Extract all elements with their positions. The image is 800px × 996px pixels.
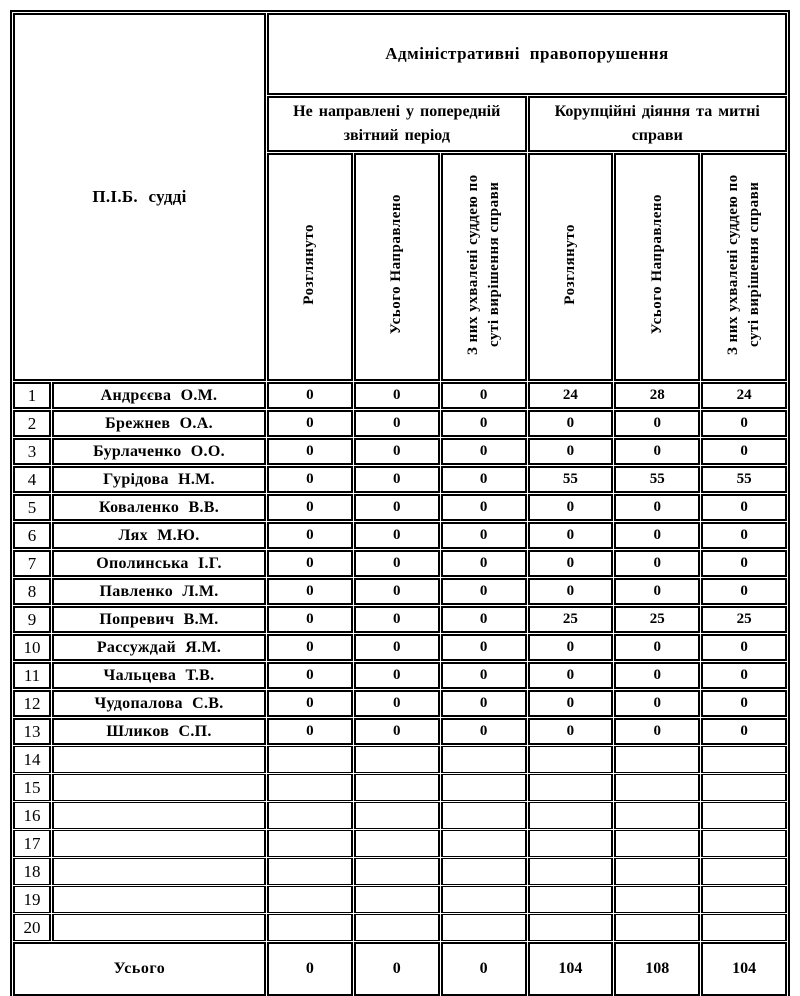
value-cell: 0: [354, 438, 440, 465]
value-cell: 0: [354, 718, 440, 745]
subgroup-header-not-sent: Не направлені у попередній звітний період: [267, 96, 526, 152]
value-cell: 0: [528, 578, 614, 605]
value-cell: 0: [614, 494, 700, 521]
value-cell: [267, 802, 353, 829]
judge-name-cell: Коваленко В.В.: [52, 494, 266, 521]
table-footer: [13, 942, 787, 996]
value-cell: [701, 886, 787, 913]
value-cell: [701, 774, 787, 801]
value-cell: 0: [267, 522, 353, 549]
table-header: [13, 13, 787, 381]
value-cell: [441, 886, 527, 913]
value-cell: 0: [701, 438, 787, 465]
value-cell: 28: [614, 382, 700, 409]
value-cell: [267, 746, 353, 773]
value-cell: 0: [528, 690, 614, 717]
value-cell: 0: [528, 550, 614, 577]
value-cell: 0: [354, 522, 440, 549]
value-cell: 0: [528, 522, 614, 549]
value-cell: [267, 886, 353, 913]
value-cell: 0: [354, 382, 440, 409]
row-number-cell: 2: [13, 410, 51, 437]
value-cell: 0: [354, 578, 440, 605]
judge-name-cell: Брежнев О.А.: [52, 410, 266, 437]
total-row: [13, 942, 787, 996]
value-cell: 24: [701, 382, 787, 409]
column-header-decided-merits-1: [441, 153, 527, 381]
row-number-cell: 4: [13, 466, 51, 493]
value-cell: 0: [614, 690, 700, 717]
value-cell: 0: [614, 522, 700, 549]
table-row: [13, 410, 787, 437]
value-cell: [614, 774, 700, 801]
value-cell: 0: [267, 438, 353, 465]
value-cell: 25: [701, 606, 787, 633]
value-cell: 0: [701, 634, 787, 661]
value-cell: [354, 914, 440, 941]
column-header-label: З них ухвалені суддею по суті вирішення справи: [725, 174, 763, 355]
table-row: [13, 914, 787, 941]
total-label: Усього: [13, 942, 266, 996]
value-cell: [614, 858, 700, 885]
value-cell: [701, 914, 787, 941]
value-cell: [701, 858, 787, 885]
subgroup-header-corruption: Корупційні діяння та митні справи: [528, 96, 788, 152]
column-header-label: Усього Направлено: [388, 194, 405, 335]
value-cell: [614, 746, 700, 773]
value-cell: 0: [701, 410, 787, 437]
value-cell: [354, 830, 440, 857]
judge-column-header: П.І.Б. судді: [13, 13, 266, 381]
value-cell: 0: [614, 578, 700, 605]
judge-name-cell: Попревич В.М.: [52, 606, 266, 633]
table-row: [13, 858, 787, 885]
value-cell: [441, 802, 527, 829]
judge-name-cell: Андрєєва О.М.: [52, 382, 266, 409]
total-value-cell: 0: [441, 942, 527, 996]
value-cell: 0: [441, 410, 527, 437]
table-row: [13, 634, 787, 661]
value-cell: 0: [441, 522, 527, 549]
row-number-cell: 17: [13, 830, 51, 857]
value-cell: 0: [528, 634, 614, 661]
value-cell: 0: [701, 718, 787, 745]
row-number-cell: 5: [13, 494, 51, 521]
judge-name-cell: Ополинська І.Г.: [52, 550, 266, 577]
value-cell: [528, 858, 614, 885]
row-number-cell: 18: [13, 858, 51, 885]
judge-name-cell: Чудопалова С.В.: [52, 690, 266, 717]
value-cell: 0: [614, 410, 700, 437]
value-cell: 0: [354, 494, 440, 521]
column-header-label: Розглянуто: [301, 224, 318, 305]
table-row: [13, 494, 787, 521]
value-cell: 0: [441, 494, 527, 521]
table-row: [13, 438, 787, 465]
value-cell: [614, 914, 700, 941]
column-header-label: З них ухвалені суддею по суті вирішення справи: [464, 174, 502, 355]
total-value-cell: 104: [528, 942, 614, 996]
value-cell: 0: [441, 438, 527, 465]
value-cell: [354, 746, 440, 773]
value-cell: [701, 802, 787, 829]
table-row: [13, 522, 787, 549]
value-cell: 0: [354, 606, 440, 633]
value-cell: [614, 830, 700, 857]
row-number-cell: 10: [13, 634, 51, 661]
row-number-cell: 9: [13, 606, 51, 633]
column-header-decided-merits-2: [701, 153, 787, 381]
value-cell: 0: [267, 662, 353, 689]
value-cell: 0: [267, 606, 353, 633]
total-value-cell: 0: [354, 942, 440, 996]
value-cell: 0: [614, 634, 700, 661]
judge-name-cell: Чальцева Т.В.: [52, 662, 266, 689]
judge-name-cell: [52, 914, 266, 941]
table-row: [13, 718, 787, 745]
table-row: [13, 774, 787, 801]
value-cell: 0: [701, 522, 787, 549]
value-cell: [441, 774, 527, 801]
row-number-cell: 3: [13, 438, 51, 465]
judge-name-cell: Шликов С.П.: [52, 718, 266, 745]
value-cell: 0: [528, 410, 614, 437]
table-row: [13, 606, 787, 633]
value-cell: 0: [701, 550, 787, 577]
row-number-cell: 7: [13, 550, 51, 577]
value-cell: 55: [614, 466, 700, 493]
header-row-group: [13, 13, 787, 95]
column-header-label: Розглянуто: [561, 224, 578, 305]
table-row: [13, 746, 787, 773]
row-number-cell: 6: [13, 522, 51, 549]
value-cell: 0: [267, 690, 353, 717]
value-cell: 0: [354, 410, 440, 437]
value-cell: [354, 858, 440, 885]
value-cell: [267, 830, 353, 857]
judge-name-cell: Рассуждай Я.М.: [52, 634, 266, 661]
table-row: [13, 802, 787, 829]
value-cell: 0: [267, 494, 353, 521]
value-cell: 0: [354, 690, 440, 717]
value-cell: 0: [701, 578, 787, 605]
value-cell: 0: [441, 718, 527, 745]
value-cell: 0: [701, 494, 787, 521]
judge-name-cell: Павленко Л.М.: [52, 578, 266, 605]
value-cell: 0: [441, 606, 527, 633]
value-cell: 0: [614, 662, 700, 689]
judge-name-cell: Гурідова Н.М.: [52, 466, 266, 493]
total-value-cell: 0: [267, 942, 353, 996]
value-cell: 0: [354, 634, 440, 661]
value-cell: [441, 858, 527, 885]
value-cell: 0: [267, 578, 353, 605]
value-cell: 0: [528, 494, 614, 521]
row-number-cell: 8: [13, 578, 51, 605]
table-row: [13, 830, 787, 857]
value-cell: 0: [614, 438, 700, 465]
value-cell: [528, 746, 614, 773]
value-cell: 0: [441, 690, 527, 717]
value-cell: 0: [354, 550, 440, 577]
table-row: [13, 550, 787, 577]
value-cell: [267, 858, 353, 885]
value-cell: 0: [441, 550, 527, 577]
row-number-cell: 14: [13, 746, 51, 773]
value-cell: [354, 774, 440, 801]
value-cell: 0: [267, 466, 353, 493]
column-header-considered-1: [267, 153, 353, 381]
value-cell: 55: [528, 466, 614, 493]
judge-name-cell: [52, 746, 266, 773]
value-cell: 0: [267, 718, 353, 745]
row-number-cell: 19: [13, 886, 51, 913]
judge-name-cell: Лях М.Ю.: [52, 522, 266, 549]
total-value-cell: 108: [614, 942, 700, 996]
value-cell: [441, 746, 527, 773]
value-cell: [528, 886, 614, 913]
group-title-header: Адміністративні правопорушення: [267, 13, 787, 95]
row-number-cell: 20: [13, 914, 51, 941]
value-cell: [528, 914, 614, 941]
value-cell: 0: [441, 634, 527, 661]
value-cell: 0: [528, 662, 614, 689]
total-value-cell: 104: [701, 942, 787, 996]
value-cell: 0: [441, 662, 527, 689]
value-cell: [614, 802, 700, 829]
value-cell: [354, 802, 440, 829]
value-cell: 0: [614, 550, 700, 577]
value-cell: 0: [267, 634, 353, 661]
value-cell: 0: [354, 466, 440, 493]
judge-name-cell: [52, 886, 266, 913]
table-body: [13, 382, 787, 941]
value-cell: 0: [701, 690, 787, 717]
value-cell: [441, 914, 527, 941]
value-cell: 0: [267, 382, 353, 409]
row-number-cell: 16: [13, 802, 51, 829]
row-number-cell: 12: [13, 690, 51, 717]
value-cell: [614, 886, 700, 913]
table-row: [13, 578, 787, 605]
value-cell: [267, 774, 353, 801]
value-cell: [701, 830, 787, 857]
value-cell: 0: [354, 662, 440, 689]
value-cell: [441, 830, 527, 857]
value-cell: 0: [528, 438, 614, 465]
value-cell: 0: [441, 382, 527, 409]
value-cell: [701, 746, 787, 773]
value-cell: 0: [614, 718, 700, 745]
value-cell: 24: [528, 382, 614, 409]
value-cell: 0: [528, 718, 614, 745]
row-number-cell: 13: [13, 718, 51, 745]
admin-offenses-table: [10, 10, 790, 996]
row-number-cell: 15: [13, 774, 51, 801]
value-cell: [354, 886, 440, 913]
table-row: [13, 886, 787, 913]
value-cell: 0: [441, 578, 527, 605]
table-row: [13, 662, 787, 689]
judge-name-cell: [52, 774, 266, 801]
value-cell: [528, 774, 614, 801]
row-number-cell: 1: [13, 382, 51, 409]
judge-name-cell: [52, 858, 266, 885]
judge-name-cell: [52, 802, 266, 829]
value-cell: 25: [528, 606, 614, 633]
judge-name-cell: [52, 830, 266, 857]
value-cell: 55: [701, 466, 787, 493]
value-cell: 0: [701, 662, 787, 689]
judge-name-cell: Бурлаченко О.О.: [52, 438, 266, 465]
row-number-cell: 11: [13, 662, 51, 689]
value-cell: [528, 802, 614, 829]
table-row: [13, 382, 787, 409]
value-cell: [528, 830, 614, 857]
value-cell: 0: [267, 550, 353, 577]
column-header-total-sent-2: [614, 153, 700, 381]
value-cell: 25: [614, 606, 700, 633]
table-row: [13, 466, 787, 493]
value-cell: [267, 914, 353, 941]
column-header-label: Усього Направлено: [648, 194, 665, 335]
column-header-total-sent-1: [354, 153, 440, 381]
value-cell: 0: [441, 466, 527, 493]
value-cell: 0: [267, 410, 353, 437]
column-header-considered-2: [528, 153, 614, 381]
table-row: [13, 690, 787, 717]
